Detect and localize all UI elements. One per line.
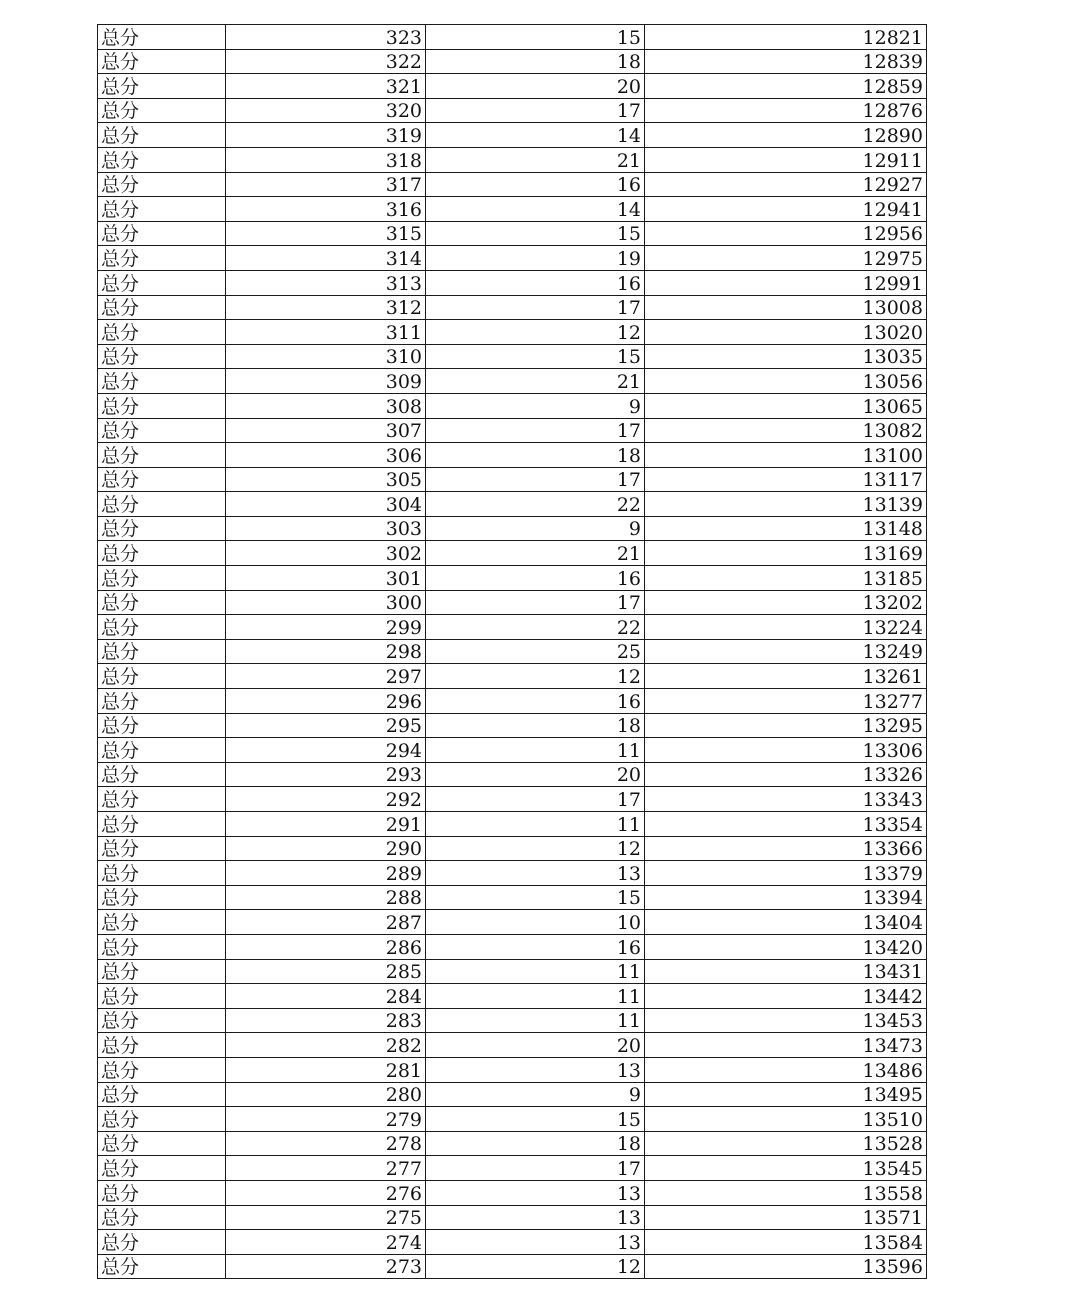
score-cell: 278 (226, 1131, 426, 1156)
category-cell: 总分 (98, 197, 226, 222)
score-cell: 316 (226, 197, 426, 222)
category-cell: 总分 (98, 1008, 226, 1033)
cumulative-count-cell: 13442 (645, 984, 927, 1009)
table-row (98, 787, 927, 812)
category-cell: 总分 (98, 541, 226, 566)
category-cell: 总分 (98, 639, 226, 664)
count-cell: 21 (426, 369, 645, 394)
cumulative-count-cell: 13185 (645, 566, 927, 591)
score-cell: 293 (226, 762, 426, 787)
score-cell: 290 (226, 836, 426, 861)
count-cell: 17 (426, 98, 645, 123)
cumulative-count-cell: 13473 (645, 1033, 927, 1058)
cumulative-count-cell: 12859 (645, 74, 927, 99)
cumulative-count-cell: 13404 (645, 910, 927, 935)
score-cell: 285 (226, 959, 426, 984)
score-cell: 322 (226, 49, 426, 74)
cumulative-count-cell: 12911 (645, 147, 927, 172)
score-cell: 320 (226, 98, 426, 123)
cumulative-count-cell: 12975 (645, 246, 927, 271)
table-row (98, 861, 927, 886)
cumulative-count-cell: 13394 (645, 885, 927, 910)
cumulative-count-cell: 13082 (645, 418, 927, 443)
table-row (98, 147, 927, 172)
table-row (98, 1008, 927, 1033)
cumulative-count-cell: 12991 (645, 270, 927, 295)
table-body (98, 25, 927, 1279)
category-cell: 总分 (98, 1254, 226, 1279)
table-row (98, 1082, 927, 1107)
table-row (98, 197, 927, 222)
cumulative-count-cell: 13035 (645, 344, 927, 369)
table-row (98, 270, 927, 295)
score-cell: 292 (226, 787, 426, 812)
cumulative-count-cell: 12956 (645, 221, 927, 246)
table-row (98, 959, 927, 984)
score-cell: 291 (226, 812, 426, 837)
table-row (98, 566, 927, 591)
score-cell: 303 (226, 516, 426, 541)
count-cell: 13 (426, 1230, 645, 1255)
cumulative-count-cell: 13571 (645, 1205, 927, 1230)
score-cell: 296 (226, 689, 426, 714)
category-cell: 总分 (98, 1057, 226, 1082)
cumulative-count-cell: 13148 (645, 516, 927, 541)
score-cell: 304 (226, 492, 426, 517)
count-cell: 21 (426, 147, 645, 172)
cumulative-count-cell: 13056 (645, 369, 927, 394)
table-row (98, 246, 927, 271)
count-cell: 11 (426, 984, 645, 1009)
table-row (98, 639, 927, 664)
table-row (98, 934, 927, 959)
count-cell: 11 (426, 1008, 645, 1033)
category-cell: 总分 (98, 1156, 226, 1181)
count-cell: 17 (426, 787, 645, 812)
cumulative-count-cell: 13202 (645, 590, 927, 615)
category-cell: 总分 (98, 1180, 226, 1205)
score-cell: 299 (226, 615, 426, 640)
category-cell: 总分 (98, 1107, 226, 1132)
cumulative-count-cell: 13431 (645, 959, 927, 984)
count-cell: 9 (426, 1082, 645, 1107)
category-cell: 总分 (98, 590, 226, 615)
count-cell: 18 (426, 713, 645, 738)
cumulative-count-cell: 13495 (645, 1082, 927, 1107)
category-cell: 总分 (98, 123, 226, 148)
table-row (98, 1033, 927, 1058)
category-cell: 总分 (98, 74, 226, 99)
cumulative-count-cell: 13510 (645, 1107, 927, 1132)
count-cell: 15 (426, 221, 645, 246)
cumulative-count-cell: 13008 (645, 295, 927, 320)
category-cell: 总分 (98, 492, 226, 517)
table-row (98, 443, 927, 468)
score-cell: 319 (226, 123, 426, 148)
score-cell: 276 (226, 1180, 426, 1205)
score-cell: 287 (226, 910, 426, 935)
category-cell: 总分 (98, 320, 226, 345)
table-row (98, 836, 927, 861)
count-cell: 16 (426, 270, 645, 295)
cumulative-count-cell: 12941 (645, 197, 927, 222)
count-cell: 21 (426, 541, 645, 566)
category-cell: 总分 (98, 221, 226, 246)
category-cell: 总分 (98, 1205, 226, 1230)
score-cell: 323 (226, 25, 426, 50)
count-cell: 13 (426, 1205, 645, 1230)
cumulative-count-cell: 12890 (645, 123, 927, 148)
category-cell: 总分 (98, 344, 226, 369)
score-cell: 277 (226, 1156, 426, 1181)
cumulative-count-cell: 12927 (645, 172, 927, 197)
score-cell: 306 (226, 443, 426, 468)
count-cell: 10 (426, 910, 645, 935)
category-cell: 总分 (98, 812, 226, 837)
cumulative-count-cell: 13139 (645, 492, 927, 517)
table-row (98, 738, 927, 763)
category-cell: 总分 (98, 246, 226, 271)
table-row (98, 713, 927, 738)
count-cell: 12 (426, 664, 645, 689)
score-cell: 318 (226, 147, 426, 172)
score-cell: 286 (226, 934, 426, 959)
score-cell: 307 (226, 418, 426, 443)
count-cell: 20 (426, 1033, 645, 1058)
table-row (98, 393, 927, 418)
cumulative-count-cell: 13169 (645, 541, 927, 566)
table-row (98, 1230, 927, 1255)
score-cell: 275 (226, 1205, 426, 1230)
category-cell: 总分 (98, 418, 226, 443)
table-row (98, 492, 927, 517)
count-cell: 16 (426, 172, 645, 197)
category-cell: 总分 (98, 1033, 226, 1058)
score-cell: 308 (226, 393, 426, 418)
count-cell: 25 (426, 639, 645, 664)
category-cell: 总分 (98, 910, 226, 935)
cumulative-count-cell: 13584 (645, 1230, 927, 1255)
category-cell: 总分 (98, 295, 226, 320)
count-cell: 20 (426, 74, 645, 99)
category-cell: 总分 (98, 172, 226, 197)
category-cell: 总分 (98, 270, 226, 295)
count-cell: 20 (426, 762, 645, 787)
table-row (98, 664, 927, 689)
score-cell: 302 (226, 541, 426, 566)
table-row (98, 1205, 927, 1230)
cumulative-count-cell: 13528 (645, 1131, 927, 1156)
cumulative-count-cell: 13558 (645, 1180, 927, 1205)
count-cell: 18 (426, 1131, 645, 1156)
table-row (98, 590, 927, 615)
cumulative-count-cell: 13354 (645, 812, 927, 837)
table-row (98, 516, 927, 541)
count-cell: 13 (426, 1180, 645, 1205)
count-cell: 17 (426, 418, 645, 443)
count-cell: 22 (426, 615, 645, 640)
score-cell: 314 (226, 246, 426, 271)
score-cell: 301 (226, 566, 426, 591)
score-cell: 281 (226, 1057, 426, 1082)
cumulative-count-cell: 13306 (645, 738, 927, 763)
count-cell: 16 (426, 566, 645, 591)
category-cell: 总分 (98, 959, 226, 984)
score-cell: 311 (226, 320, 426, 345)
cumulative-count-cell: 13545 (645, 1156, 927, 1181)
cumulative-count-cell: 13224 (645, 615, 927, 640)
score-cell: 298 (226, 639, 426, 664)
category-cell: 总分 (98, 49, 226, 74)
count-cell: 17 (426, 295, 645, 320)
score-cell: 282 (226, 1033, 426, 1058)
cumulative-count-cell: 13486 (645, 1057, 927, 1082)
category-cell: 总分 (98, 1230, 226, 1255)
table-row (98, 615, 927, 640)
count-cell: 13 (426, 1057, 645, 1082)
category-cell: 总分 (98, 615, 226, 640)
count-cell: 18 (426, 49, 645, 74)
score-cell: 273 (226, 1254, 426, 1279)
cumulative-count-cell: 13261 (645, 664, 927, 689)
score-cell: 309 (226, 369, 426, 394)
count-cell: 12 (426, 1254, 645, 1279)
cumulative-count-cell: 13065 (645, 393, 927, 418)
score-cell: 312 (226, 295, 426, 320)
count-cell: 17 (426, 1156, 645, 1181)
count-cell: 14 (426, 197, 645, 222)
cumulative-count-cell: 13100 (645, 443, 927, 468)
cumulative-count-cell: 13277 (645, 689, 927, 714)
table-row (98, 123, 927, 148)
category-cell: 总分 (98, 689, 226, 714)
score-cell: 313 (226, 270, 426, 295)
count-cell: 9 (426, 516, 645, 541)
table-row (98, 1057, 927, 1082)
score-cell: 300 (226, 590, 426, 615)
cumulative-count-cell: 13453 (645, 1008, 927, 1033)
table-row (98, 418, 927, 443)
table-row (98, 295, 927, 320)
category-cell: 总分 (98, 762, 226, 787)
count-cell: 15 (426, 344, 645, 369)
category-cell: 总分 (98, 566, 226, 591)
table-row (98, 25, 927, 50)
table-row (98, 1180, 927, 1205)
score-cell: 321 (226, 74, 426, 99)
category-cell: 总分 (98, 787, 226, 812)
category-cell: 总分 (98, 713, 226, 738)
table-row (98, 689, 927, 714)
count-cell: 16 (426, 689, 645, 714)
table-row (98, 369, 927, 394)
category-cell: 总分 (98, 25, 226, 50)
table-row (98, 910, 927, 935)
cumulative-count-cell: 13596 (645, 1254, 927, 1279)
category-cell: 总分 (98, 836, 226, 861)
count-cell: 17 (426, 590, 645, 615)
cumulative-count-cell: 12876 (645, 98, 927, 123)
category-cell: 总分 (98, 861, 226, 886)
cumulative-count-cell: 13117 (645, 467, 927, 492)
score-cell: 288 (226, 885, 426, 910)
table-row (98, 74, 927, 99)
table-row (98, 885, 927, 910)
count-cell: 17 (426, 467, 645, 492)
score-cell: 297 (226, 664, 426, 689)
cumulative-count-cell: 13379 (645, 861, 927, 886)
category-cell: 总分 (98, 467, 226, 492)
category-cell: 总分 (98, 738, 226, 763)
table-row (98, 221, 927, 246)
table-row (98, 467, 927, 492)
cumulative-count-cell: 13343 (645, 787, 927, 812)
cumulative-count-cell: 12821 (645, 25, 927, 50)
table-row (98, 1131, 927, 1156)
category-cell: 总分 (98, 1131, 226, 1156)
category-cell: 总分 (98, 984, 226, 1009)
table-row (98, 320, 927, 345)
cumulative-count-cell: 13295 (645, 713, 927, 738)
table-row (98, 172, 927, 197)
cumulative-count-cell: 13366 (645, 836, 927, 861)
table-row (98, 1107, 927, 1132)
score-cell: 279 (226, 1107, 426, 1132)
score-cell: 310 (226, 344, 426, 369)
table-row (98, 762, 927, 787)
count-cell: 11 (426, 959, 645, 984)
category-cell: 总分 (98, 885, 226, 910)
score-cell: 305 (226, 467, 426, 492)
table-row (98, 541, 927, 566)
count-cell: 14 (426, 123, 645, 148)
score-cell: 289 (226, 861, 426, 886)
count-cell: 18 (426, 443, 645, 468)
count-cell: 16 (426, 934, 645, 959)
cumulative-count-cell: 13420 (645, 934, 927, 959)
count-cell: 15 (426, 1107, 645, 1132)
count-cell: 12 (426, 320, 645, 345)
category-cell: 总分 (98, 393, 226, 418)
count-cell: 19 (426, 246, 645, 271)
table-row (98, 344, 927, 369)
count-cell: 22 (426, 492, 645, 517)
cumulative-count-cell: 13326 (645, 762, 927, 787)
count-cell: 15 (426, 885, 645, 910)
cumulative-count-cell: 13249 (645, 639, 927, 664)
table-row (98, 49, 927, 74)
count-cell: 11 (426, 812, 645, 837)
table-row (98, 98, 927, 123)
category-cell: 总分 (98, 934, 226, 959)
count-cell: 15 (426, 25, 645, 50)
table-row (98, 1156, 927, 1181)
category-cell: 总分 (98, 147, 226, 172)
score-cell: 315 (226, 221, 426, 246)
category-cell: 总分 (98, 664, 226, 689)
score-cell: 280 (226, 1082, 426, 1107)
category-cell: 总分 (98, 1082, 226, 1107)
score-cell: 283 (226, 1008, 426, 1033)
cumulative-count-cell: 12839 (645, 49, 927, 74)
score-cell: 317 (226, 172, 426, 197)
count-cell: 11 (426, 738, 645, 763)
table-row (98, 984, 927, 1009)
count-cell: 13 (426, 861, 645, 886)
category-cell: 总分 (98, 516, 226, 541)
category-cell: 总分 (98, 369, 226, 394)
table-row (98, 1254, 927, 1279)
score-cell: 294 (226, 738, 426, 763)
score-distribution-table (97, 24, 927, 1279)
cumulative-count-cell: 13020 (645, 320, 927, 345)
category-cell: 总分 (98, 443, 226, 468)
category-cell: 总分 (98, 98, 226, 123)
count-cell: 12 (426, 836, 645, 861)
table-row (98, 812, 927, 837)
count-cell: 9 (426, 393, 645, 418)
score-cell: 274 (226, 1230, 426, 1255)
score-cell: 284 (226, 984, 426, 1009)
score-cell: 295 (226, 713, 426, 738)
